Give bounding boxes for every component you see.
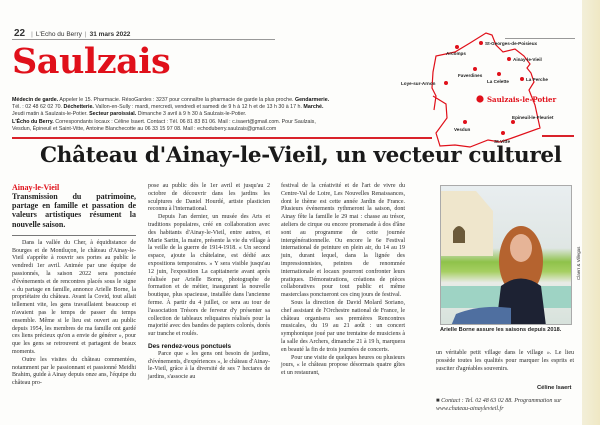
info-label: Déchetterie. xyxy=(63,104,94,111)
newspaper-name: L'Echo du Berry xyxy=(35,31,82,38)
info-label: Médecin de garde. xyxy=(12,97,59,103)
map-dot xyxy=(463,120,467,124)
info-text: Vallon-en-Sully : mardi, mercredi, vendredi et samedi de 9 h à 12 h et de 13 h 30 à 17 h. xyxy=(93,104,304,111)
map-dot xyxy=(473,67,477,71)
paper-edge xyxy=(582,0,600,425)
map-label: Ainay-le-Vieil xyxy=(513,57,542,62)
column-4 xyxy=(436,350,574,373)
contact-info xyxy=(436,397,576,413)
map-label: La Celette xyxy=(487,79,509,84)
map-dot xyxy=(520,77,524,81)
paragraph: Outre les visites du château commentées, notamment par le passionnant et passionné Meidhi Brahim, guide à Ainay depuis onze ans, l'équipe du château pro- xyxy=(12,356,136,387)
paragraph: Pour une visite de quelques heures ou plusieurs jours, « le château propose désormais quatre gîtes et un restaurant, xyxy=(281,354,405,377)
map-label: Loye-sur-Arnon xyxy=(401,81,436,86)
paragraph: Dans la vallée du Cher, à équidistance de Bourges et de Montluçon, le château d'Ainay-le-Vieil s'apprête à rouvrir ses portes au public le vendredi 1er avril. Animée par une équipe de passionnés, la saison 2022 sera ponctuée d'événements et de rencontres placés sous le signe « du partage en famille, annonce Arielle Borne, la propriétaire du château. Avant la Covid, tout allait tellement vite, les gens travaillaient beaucoup et n'avaient pas le temps de passer du temps ensemble. Même si le lieu est ouvert au public depuis 1954, les membres de ma famille ont gardé ces liens précieux qu'on a envie de générer », pour que les gens se retrouvent et partagent de beaux moments. xyxy=(12,239,136,355)
info-label: Marché. xyxy=(303,104,324,111)
photo-illustration xyxy=(441,186,572,325)
paragraph: Parce que « les gens ont besoin de jardins, d'événements, d'expériences », le château d'Ainay-le-Vieil, grâce à la diversité de ses 7 hectares de jardins, s'associe au xyxy=(148,350,270,381)
issue-date: 31 mars 2022 xyxy=(89,31,131,38)
portrait-photo xyxy=(440,185,572,325)
info-label: L'Écho du Berry. xyxy=(12,118,54,125)
map-label: Faverdines xyxy=(458,73,483,78)
red-rule-right xyxy=(542,135,574,137)
paragraph: pose au public dès le 1er avril et jusqu'au 2 octobre de découvrir dans les jardins les sculptures de Daniel Hourdé, artiste plasticien reconnu à l'international. xyxy=(148,183,270,213)
info-label: Gendarmerie. xyxy=(294,97,330,103)
kicker: Ainay-le-Vieil xyxy=(12,183,60,192)
folio: 22 | L'Echo du Berry | 31 mars 2022 xyxy=(14,28,131,39)
commune-outline xyxy=(432,33,540,147)
map-dot-main xyxy=(476,95,483,102)
map-dot xyxy=(455,45,459,49)
map-label: Arcomps xyxy=(446,51,466,56)
photo-caption: Arielle Borne assure les saisons depuis 2018. xyxy=(440,327,562,333)
subheading: Des rendez-vous ponctuels xyxy=(148,342,232,350)
column-2 xyxy=(148,183,270,382)
divider xyxy=(12,235,136,236)
square-bullet-icon: ■ xyxy=(436,398,442,404)
info-text: Jeudi matin à Saulzais-le-Potier. xyxy=(12,111,90,118)
section-title: Saulzais xyxy=(12,41,171,82)
map-dot xyxy=(497,72,501,76)
page-number: 22 xyxy=(14,28,26,39)
lede: Transmission du patrimoine, partage en famille et passation de valeurs artistiques résument la nouvelle saison. xyxy=(12,192,136,229)
map-dot xyxy=(511,120,515,124)
paragraph: Depuis l'an dernier, un musée des Arts et traditions populaires, créé en collaboration avec des habitants d'Ainay-le-Vieil, entre autres, et Marie Sartin, la maire, présente la vie du village à la veille de la guerre de 1914-1918. « Un second espace, ajoute la châtelaine, est dédié aux expositions temporaires. » Y sera visible jusqu'au 12 juin, l'exposition La capitainerie avant après réalisée par Arielle Borne, photographe de formation et de métier, inaugurant la nouvelle boutique, plus spacieuse, installée dans l'ancienne ferme. À partir du 4 juillet, ce sera au tour de l'association Trésors de ferveur d'y présenter sa collection de tableaux reliquaires réalisés pour la majorité avec des bandes de papiers colorés, dorés sur tranche et roulés. xyxy=(148,214,270,338)
column-1 xyxy=(12,183,136,388)
paragraph: festival de la créativité et de l'art de vivre du Centre-Val de Loire, Les Nouvelles Renaissances, dont le thème est cette année Jardin de France. Plusieurs événements rythmeront la saison, dont Ainay fête la famille le 29 mai : chasse au trésor, ateliers de cirque ou encore promenade à dos d'âne sont au programme de cette journée intergénérationnelle. Ou encore le 6e Festival international de peinture en plein air, du 14 au 19 juin, durant lequel, dans la lignée des impressionnistes, peintres de renommée internationale et locaux pourront confronter leurs pratiques. Démonstrations, créations de pièces collaboratives pour tout public et même masterclass ponctueront ces cinq jours de festival. xyxy=(281,183,405,299)
map-label: Epineuil-le-Fleuriet xyxy=(512,115,554,120)
map-label: St-Georges-de-Poisieux xyxy=(485,41,538,46)
photo-credit: Claerr & Villegas xyxy=(576,246,581,280)
info-text: Dimanche 3 avril à 9 h 30 à Saulzais-le-Potier. xyxy=(136,111,247,118)
map-label: St-Vitte xyxy=(494,139,510,144)
headline: Château d'Ainay-le-Vieil, un vecteur culturel xyxy=(40,143,562,168)
map-dot xyxy=(479,41,483,45)
map-dot xyxy=(507,57,511,61)
column-3 xyxy=(281,183,405,378)
practical-info xyxy=(12,97,332,133)
info-text: Correspondants locaux : Céline Isaert. Contact : Tél. 06 81 83 81 06. Mail : c.isaert@gmail.com. Pour Saulzais, Vesdun, Épineuil et Saint-Vitte, Antoine Blanchecotte au 06 33 15 97 08. Mail : echoduberry.saulzais@gmail.com xyxy=(12,118,316,132)
red-rule xyxy=(12,137,432,139)
map-label-main: Saulzais-le-Potier xyxy=(487,95,557,104)
paragraph: Sous la direction de David Molard Soriano, chef assistant de l'Orchestre national de France, le château organisera ses premières Rencontres musicales, du 19 au 21 août : un concert symphonique joué par une trentaine de musiciens à la salle des Archers, dimanche 21 à 19 h, marquera en beauté la fin de trois journées de concerts. xyxy=(281,299,405,353)
info-label: Secteur paroissial. xyxy=(89,111,137,118)
map-dot xyxy=(444,81,448,85)
top-rule-right xyxy=(505,38,575,39)
top-rule xyxy=(12,39,275,40)
map-label: La Perche xyxy=(526,77,548,82)
map-label: Vesdun xyxy=(454,127,471,132)
contact-text: Contact : Tel. 02 48 63 02 88. Programmation sur www.chateau-ainaylevieil.fr xyxy=(436,398,562,412)
byline: Céline Isaert xyxy=(537,385,572,391)
info-text: Appeler le 15. Pharmacie. RésoGardes : 3237 pour connaître la pharmacie de garde la plus proche. xyxy=(58,97,294,103)
paragraph: un véritable petit village dans le village ». Le lieu possède toutes les qualités pour marquer les esprits et susciter d'agréables souvenirs. xyxy=(436,350,574,372)
map-dot xyxy=(501,131,505,135)
info-text: Tél. : 02 48 62 02 70. xyxy=(12,104,64,111)
